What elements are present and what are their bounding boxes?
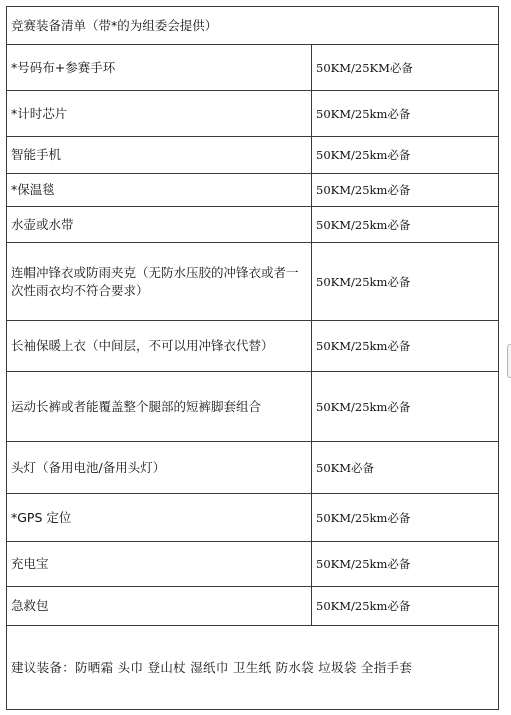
requirement-cell: 50KM必备 — [312, 442, 499, 494]
item-name-cell: 头灯（备用电池/备用头灯） — [7, 442, 312, 494]
requirement-cell: 50KM/25km必备 — [312, 321, 499, 372]
table-row — [7, 174, 499, 207]
item-name-cell: 长袖保暖上衣（中间层，不可以用冲锋衣代替） — [7, 321, 312, 372]
recommended-equipment: 建议装备：防晒霜 头巾 登山杖 湿纸巾 卫生纸 防水袋 垃圾袋 全指手套 — [7, 626, 499, 710]
table-row — [7, 243, 499, 321]
table-row — [7, 372, 499, 442]
footer-row — [7, 626, 499, 710]
item-name-cell: 水壶或水带 — [7, 207, 312, 243]
table-row — [7, 91, 499, 137]
table-row — [7, 587, 499, 626]
item-name-cell: *号码布+参赛手环 — [7, 45, 312, 91]
table-row — [7, 442, 499, 494]
table-row — [7, 494, 499, 542]
table-row — [7, 321, 499, 372]
title-row — [7, 7, 499, 45]
requirement-cell: 50KM/25km必备 — [312, 207, 499, 243]
table-row — [7, 45, 499, 91]
item-name-cell: *GPS 定位 — [7, 494, 312, 542]
item-name-cell: 运动长裤或者能覆盖整个腿部的短裤脚套组合 — [7, 372, 312, 442]
requirement-cell: 50KM/25KM必备 — [312, 45, 499, 91]
requirement-cell: 50KM/25km必备 — [312, 91, 499, 137]
side-scroll-tab[interactable] — [507, 344, 511, 378]
requirement-cell: 50KM/25km必备 — [312, 494, 499, 542]
table-row — [7, 207, 499, 243]
equipment-table — [6, 6, 499, 710]
requirement-cell: 50KM/25km必备 — [312, 174, 499, 207]
table-row — [7, 542, 499, 587]
item-name-cell: *计时芯片 — [7, 91, 312, 137]
item-name-cell: 急救包 — [7, 587, 312, 626]
item-name-cell: 连帽冲锋衣或防雨夹克（无防水压胶的冲锋衣或者一次性雨衣均不符合要求） — [7, 243, 312, 321]
requirement-cell: 50KM/25km必备 — [312, 542, 499, 587]
item-name-cell: 智能手机 — [7, 137, 312, 174]
requirement-cell: 50KM/25km必备 — [312, 372, 499, 442]
table-row — [7, 137, 499, 174]
requirement-cell: 50KM/25km必备 — [312, 243, 499, 321]
item-name-cell: 充电宝 — [7, 542, 312, 587]
item-name-cell: *保温毯 — [7, 174, 312, 207]
requirement-cell: 50KM/25km必备 — [312, 587, 499, 626]
table-title: 竞赛装备清单（带*的为组委会提供） — [7, 7, 499, 45]
requirement-cell: 50KM/25km必备 — [312, 137, 499, 174]
